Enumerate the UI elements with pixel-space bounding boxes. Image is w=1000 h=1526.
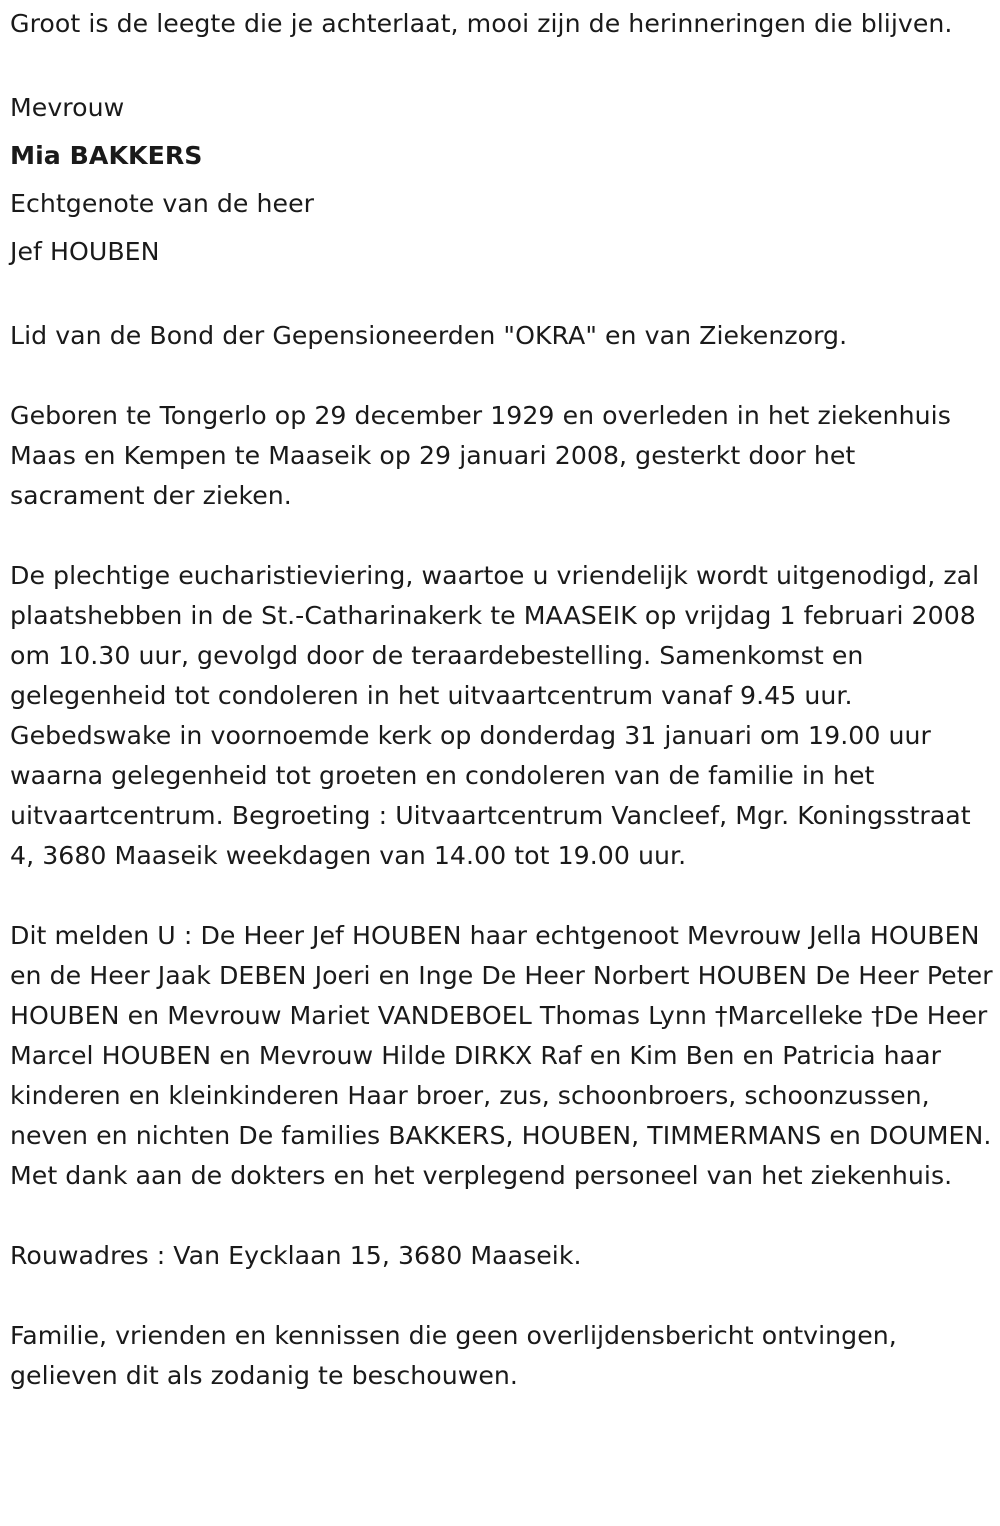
spacer (10, 356, 995, 396)
membership-paragraph: Lid van de Bond der Gepensioneerden "OKRA" en van Ziekenzorg. (10, 321, 848, 350)
spacer (10, 876, 995, 916)
spacer (10, 1276, 995, 1316)
spacer (10, 1196, 995, 1236)
opening-quote: Groot is de leegte die je achterlaat, mooi zijn de herinneringen die blijven. (10, 9, 953, 38)
spacer (10, 516, 995, 556)
relation-line: Echtgenote van de heer (10, 189, 315, 218)
birth-death-paragraph: Geboren te Tongerlo op 29 december 1929 en overleden in het ziekenhuis Maas en Kempen te Maaseik op 29 januari 2008, gesterkt door het sacrament der zieken. (10, 401, 951, 510)
deceased-name: Mia BAKKERS (10, 141, 203, 170)
mourning-address: Rouwadres : Van Eycklaan 15, 3680 Maaseik. (10, 1241, 582, 1270)
spouse-name: Jef HOUBEN (10, 237, 160, 266)
announcers-paragraph: Dit melden U : De Heer Jef HOUBEN haar echtgenoot Mevrouw Jella HOUBEN en de Heer Jaak DEBEN Joeri en Inge De Heer Norbert HOUBEN De Heer Peter HOUBEN en Mevrouw Mariet VANDEBOEL Thomas Lynn †Marcelleke †De Heer Marcel HOUBEN en Mevrouw Hilde DIRKX Raf en Kim Ben en Patricia haar kinderen en kleinkinderen Haar broer, zus, schoonbroers, schoonzussen, neven en nichten De families BAKKERS, HOUBEN, TIMMERMANS en DOUMEN. Met dank aan de dokters en het verplegend personeel van het ziekenhuis. (10, 921, 993, 1190)
ceremony-paragraph: De plechtige eucharistieviering, waartoe u vriendelijk wordt uitgenodigd, zal plaatshebben in de St.-Catharinakerk te MAASEIK op vrijdag 1 februari 2008 om 10.30 uur, gevolgd door de teraardebestelling. Samenkomst en gelegenheid tot condoleren in het uitvaartcentrum vanaf 9.45 uur. Gebedswake in voornoemde kerk op donderdag 31 januari om 19.00 uur waarna gelegenheid tot groeten en condoleren van de familie in het uitvaartcentrum. Begroeting : Uitvaartcentrum Vancleef, Mgr. Koningsstraat 4, 3680 Maaseik weekdagen van 14.00 tot 19.00 uur. (10, 561, 980, 870)
honorific: Mevrouw (10, 93, 125, 122)
obituary-document (10, 4, 995, 1396)
spacer (10, 44, 995, 84)
closing-paragraph: Familie, vrienden en kennissen die geen overlijdensbericht ontvingen, gelieven dit als zodanig te beschouwen. (10, 1321, 897, 1390)
spacer (10, 276, 995, 316)
